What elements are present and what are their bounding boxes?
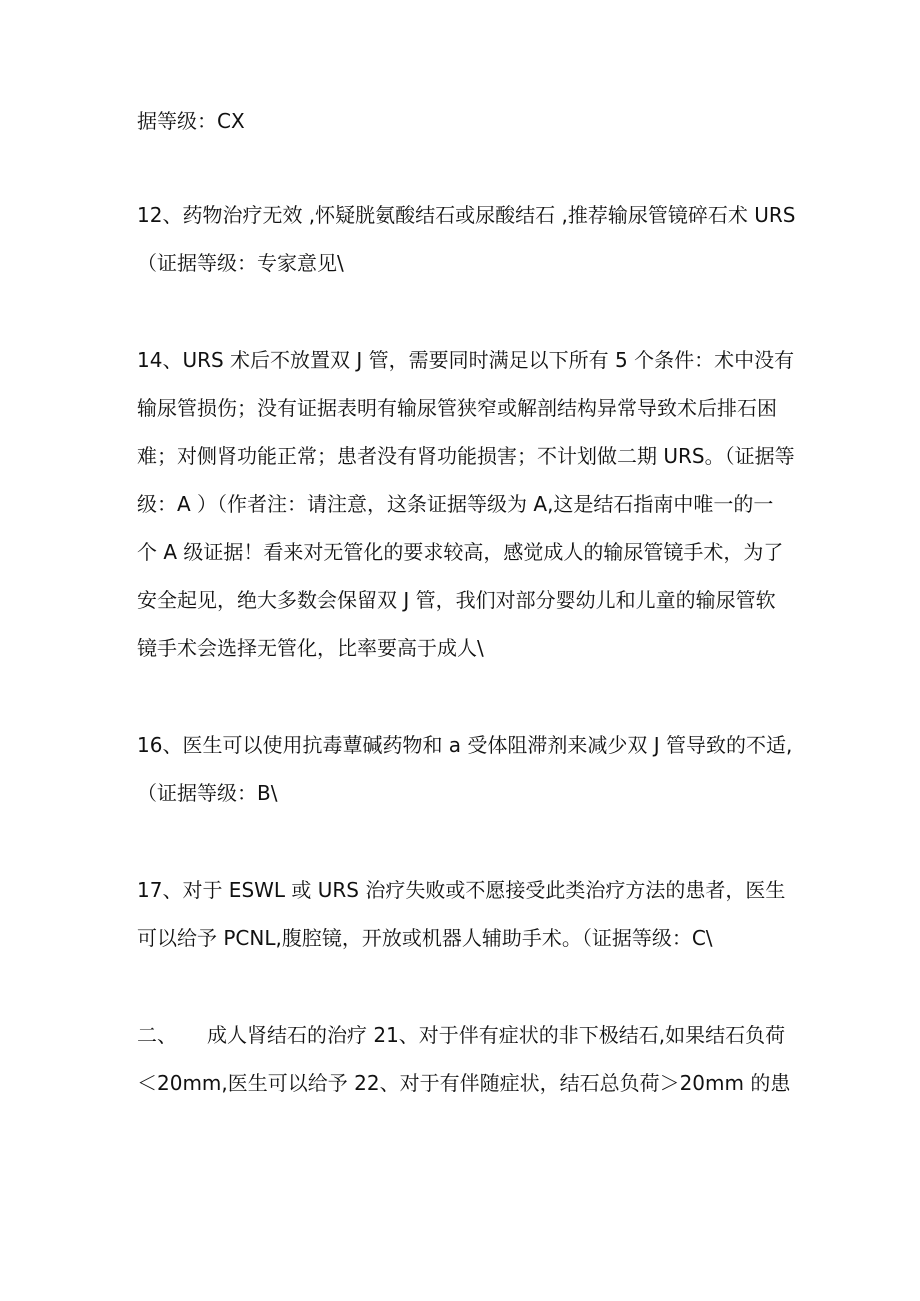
section-heading-line: [137, 1022, 797, 1048]
text-line: 输尿管损伤；没有证据表明有输尿管狭窄或解剖结构异常导致术后排石困: [137, 396, 777, 420]
text-line: 镜手术会选择无管化，比率要高于成人\: [137, 636, 484, 660]
text-line: （证据等级：B\: [137, 781, 278, 805]
text-line: 14、URS 术后不放置双 J 管，需要同时满足以下所有 5 个条件：术中没有: [137, 348, 795, 372]
text-line: 12、药物治疗无效 ,怀疑胱氨酸结石或尿酸结石 ,推荐输尿管镜碎石术 URS: [137, 203, 796, 227]
section-number: 二、: [137, 1023, 177, 1047]
text-line: 可以给予 PCNL,腹腔镜，开放或机器人辅助手术。（证据等级：C\: [137, 926, 713, 950]
text-line: 级：A ）（作者注：请注意，这条证据等级为 A,这是结石指南中唯一的一: [137, 492, 774, 516]
text-line: 据等级：CX: [137, 109, 245, 133]
text-line: ＜20mm,医生可以给予 22、对于有伴随症状，结石总负荷＞20mm 的患: [137, 1071, 791, 1095]
text-line: 16、医生可以使用抗毒蕈碱药物和 a 受体阻滞剂来减少双 J 管导致的不适,: [137, 733, 793, 757]
text-line: 成人肾结石的治疗 21、对于伴有症状的非下极结石,如果结石负荷: [207, 1023, 786, 1047]
text-line: 难；对侧肾功能正常；患者没有肾功能损害；不计划做二期 URS。（证据等: [137, 444, 795, 468]
text-line: 安全起见，绝大多数会保留双 J 管，我们对部分婴幼儿和儿童的输尿管软: [137, 588, 776, 612]
text-line: 个 A 级证据！看来对无管化的要求较高，感觉成人的输尿管镜手术，为了: [137, 540, 784, 564]
text-line: （证据等级：专家意见\: [137, 251, 344, 275]
text-line: 17、对于 ESWL 或 URS 治疗失败或不愿接受此类治疗方法的患者，医生: [137, 878, 786, 902]
